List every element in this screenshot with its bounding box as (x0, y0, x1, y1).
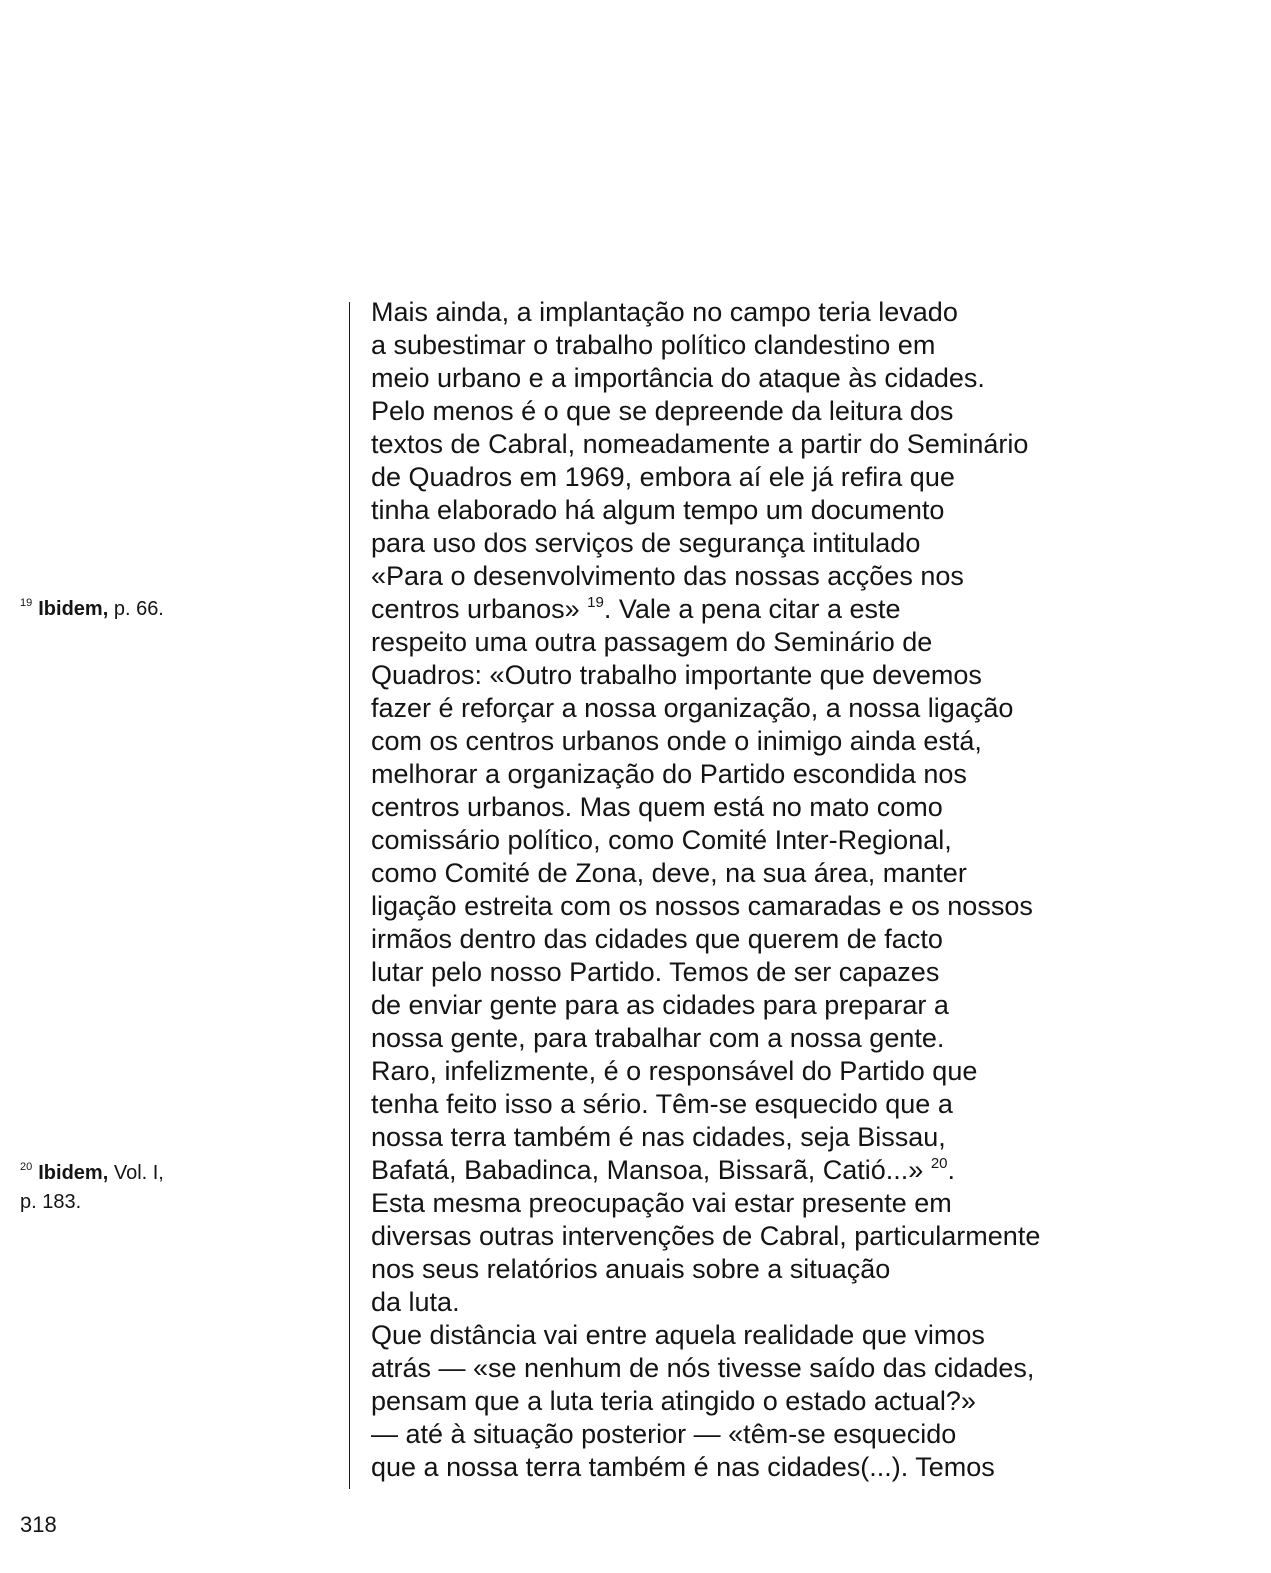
text-line: comissário político, como Comité Inter-Regional, (371, 825, 952, 855)
text-line: Pelo menos é o que se depreende da leitura dos (371, 396, 954, 426)
text-line: centros urbanos. Mas quem está no mato como (371, 792, 943, 822)
footnote-number: 19 (20, 597, 33, 609)
footnote-number: 20 (20, 1161, 33, 1173)
text-line: Quadros: «Outro trabalho importante que devemos (371, 660, 982, 690)
text-line: fazer é reforçar a nossa organização, a nossa ligação (371, 693, 1014, 723)
footnote-text: p. 66. (113, 598, 164, 620)
text-line: que a nossa terra também é nas cidades(...). Temos (371, 1452, 995, 1482)
text-line-with-footnote-20 (371, 1154, 1221, 1187)
text-line: tinha elaborado há algum tempo um documento (371, 495, 945, 525)
text-line: tenha feito isso a sério. Têm-se esquecido que a (371, 1089, 953, 1119)
text-line: com os centros urbanos onde o inimigo ainda está, (371, 726, 982, 756)
text-line: textos de Cabral, nomeadamente a partir do Seminário (371, 429, 1029, 459)
text-line: como Comité de Zona, deve, na sua área, manter (371, 858, 967, 888)
text-line: diversas outras intervenções de Cabral, particularmente (371, 1221, 1041, 1251)
text-line: melhorar a organização do Partido escondida nos (371, 759, 967, 789)
text-line: da luta. (371, 1287, 460, 1317)
text-line: nossa terra também é nas cidades, seja Bissau, (371, 1122, 946, 1152)
footnote-19 (20, 596, 164, 625)
text-line: Que distância vai entre aquela realidade que vimos (371, 1320, 985, 1350)
text-fragment: . (947, 1155, 956, 1185)
text-line-with-footnote-19 (371, 593, 1221, 626)
footnote-ibidem: Ibidem, (38, 598, 109, 620)
margin-rule (349, 302, 350, 1489)
text-fragment: Bafatá, Babadinca, Mansoa, Bissarã, Catió...» (371, 1155, 924, 1185)
text-line: «Para o desenvolvimento das nossas acções nos (371, 561, 964, 591)
footnote-text: Vol. I, (113, 1162, 164, 1184)
text-line: para uso dos serviços de segurança intitulado (371, 528, 921, 558)
text-line: respeito uma outra passagem do Seminário de (371, 627, 933, 657)
text-fragment: . Vale a pena citar a este (603, 594, 901, 624)
text-line: Esta mesma preocupação vai estar presente em (371, 1188, 952, 1218)
text-line: Raro, infelizmente, é o responsável do Partido que (371, 1056, 978, 1086)
text-fragment: centros urbanos» (371, 594, 580, 624)
text-line: meio urbano e a importância do ataque às cidades. (371, 363, 985, 393)
text-line: irmãos dentro das cidades que querem de facto (371, 924, 943, 954)
text-line: nossa gente, para trabalhar com a nossa gente. (371, 1023, 945, 1053)
text-line: pensam que a luta teria atingido o estado actual?» (371, 1386, 976, 1416)
text-line: atrás — «se nenhum de nós tivesse saído das cidades, (371, 1353, 1035, 1383)
footnote-text-line2: p. 183. (20, 1191, 82, 1213)
text-line: lutar pelo nosso Partido. Temos de ser capazes (371, 957, 940, 987)
text-line: de enviar gente para as cidades para preparar a (371, 990, 949, 1020)
text-line: Mais ainda, a implantação no campo teria levado (371, 297, 958, 327)
footnote-ibidem: Ibidem, (38, 1162, 109, 1184)
text-line: de Quadros em 1969, embora aí ele já refira que (371, 462, 955, 492)
footnote-ref-19: 19 (587, 594, 604, 611)
text-line: nos seus relatórios anuais sobre a situação (371, 1254, 891, 1284)
text-line: — até à situação posterior — «têm-se esquecido (371, 1419, 957, 1449)
footnote-ref-20: 20 (930, 1155, 948, 1172)
text-line: ligação estreita com os nossos camaradas e os nossos (371, 891, 1033, 921)
text-line: a subestimar o trabalho político clandestino em (371, 330, 936, 360)
footnote-20 (20, 1160, 164, 1215)
page-number: 318 (20, 1512, 57, 1537)
main-text (371, 296, 1221, 1484)
